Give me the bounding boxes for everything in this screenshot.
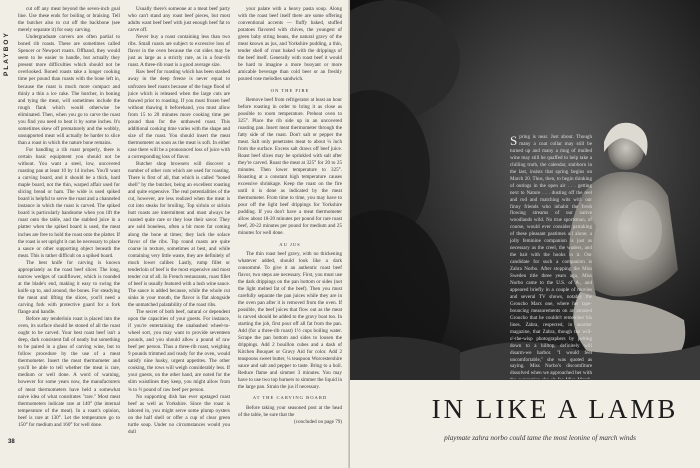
paragraph: Remove beef from refrigerator at least an hour before roasting in order to bring it as close as possible to room temperature. Preheat oven to 325°. Place the rib side up in an uncovered roasting pan. Insert meat thermometer through the fatty side of the roast. Don't salt or pepper the meat. Salt only penetrates meat to about ¼ inch from the surface. Excess salt draws off beef juice. Roast beef slices may be sprinkled with salt after they're carved. Roast the meat at 325° for 20 to 25 minutes. Then lower temperature to 325°. Roasting at a constant high temperature causes excessive shrinkage. Keep the roast on the fire until it is done as indicated by the meat thermometer. From time to time, you may have to pour off the light beef drippings for Yorkshire pudding. If you don't have a meat thermometer allow about 18-20 minutes per pound for rare roast beef, 20-22 minutes per pound for medium and 25 minutes for well done. [238, 96, 342, 237]
paragraph: The secret of both beef, natural or dependent upon the capacities of your guests. For instance, if you're entertaining the unabashed wheel-to-wheel sort, you may want to provide seventeen pounds, and you should allow a pound of raw beef per person. Thus a three-rib roast, weighing 9 pounds trimmed and ready for the oven, would satisfy nine husky, urgent appetites. The other cooking, the rows will weigh considerably less. If your guests, on the other hand, are noted for the slim waistlines they keep, you might allow from ¾ to ½ pound of raw beef per person. [128, 309, 230, 393]
caption-text [510, 134, 592, 379]
paragraph: Before any tenderloin roast is placed into the oven, its surface should be stoned of all the roast ought to be carved. Your best roast beef isn't a deep, dark consistent fall of neatly but something to be paired in a glass of carving wine, but to follow procedure by the use of a meat thermometer. Insert the meat thermometer and you'll be able to tell whether the meat is rare, medium or well done. A word of warning, however for some years now, the manufacturers of meat thermometers have held a somewhat naive idea of what constitutes "rare." Most meat thermometers indicate rare at 140° (the internal temperature of the meat). In a roast's opinion, beef is rare at 130°. Let the temperature go to 150° for medium and 160° for well done. [18, 316, 120, 428]
paragraph: your palate with a heavy pasta soup. Along with the roast beef itself there are some offering conventional accents — fluffy baked, stuffed potatoes flavored with chives, the youngest of green baby string beans, the natural gravy of the meat known as jus, and Yorkshire pudding, a thin, tender shell of crust baked with the drippings of the beef itself. Generally with roast beef it would be hard to imagine a more buoyant or more amicable beverage than cold beer or an freshly poured rose melodies sandwich. [238, 6, 342, 83]
paragraph: Usually there's someone at a meat beef party who can't stand any roast beef pieces, but most adults want beef beef with just enough beef fat to carve off. [128, 6, 230, 34]
subhead: AU JUS [279, 241, 301, 247]
page-number: 38 [8, 439, 15, 445]
text-column-2 [128, 6, 230, 446]
dek: playmate zahra norbo could tame the most leonine of march winds [444, 434, 636, 442]
drop-cap: S [510, 134, 518, 148]
paragraph: Before taking your seasoned post at the head of the table, be sure that the [238, 404, 342, 418]
paragraph: Raw beef for roasting which has been stashed away in the deep freeze is never equal to unfrozen beef roasts because of the huge flood of juice which is released when the large cuts are thawed prior to roasting. If you must frozen beef without thawing it beforehand, you must allow from 15 to 20 minutes more cooking time per pound than for the unthawed roast. This additional cooking time varies with the shape and size of the roast. You should insert the meat thermometer as soon as the meat is soft. In either case there will be a pronounced loss of juice with a corresponding loss of flavor. [128, 69, 230, 160]
paragraph: Butcher shop browsers will discover a number of other cuts which are used for roasting. There is first of all, that which is called "boned shell" by the butcher, being an excellent roasting and quite expensive. The real potentialities of the cut, however, are less realized when the meat is cut into steaks for broiling. Top sirloin or sirloin butt roasts are intermittent and must always be roasted quite rare or they lose their savor. They are sold boneless, often a bit more fat coming along the bone at times; they lack the solace flavor of the ribs. Top round roasts are quite coarse in texture, sometimes at best, and while containing very little waste, they are definitely of much lower caliber. Lastly, rump fillet or tenderloin of beef is the most expensive and most tender cut of all. In French restaurants, roast fillet of beef is usually featured with a lush wine sauce. The sauce is added because, while the whole cut sinks in your mouth, the flavor is flat alongside the unmatched palatability of the roast ribs. [128, 161, 230, 308]
running-head: PLAYBOY [3, 31, 10, 76]
paragraph: cut off any meat beyond the seven-inch goal line. Use these ends for boiling or braising. Tell the butcher also to cut off the backbone (see merely separate it) for easy carving. [18, 6, 120, 34]
paragraph: No supporting dish has ever upstaged roast beef as well as Yorkshire. Since the roast is labored in, you might serve some plump oysters on the half shell or offer a cup of clear green turtle soup. Under no circumstances would you dull [128, 393, 230, 435]
right-page [350, 0, 700, 468]
cover-photo [350, 0, 700, 380]
caption-body: pring is near. Just about. Though many a coat collar may still be turned up and many a mug of mulled wine may still be quaffed to help take a chilling truth, the calendar, stubborn in the last, insists that spring begins on March 20. Thus, then, to begin thinking of outings in the open air . . . getting next to Nature . . . dusting off the reel and rod and matching wits with our finny friends who inhabit the fresh flowing streams of our native woodlands wild. No true sportsman, of course, would ever consider partaking of these pleasant pastimes all alone; a jolly feminine companion is just as necessary as the creel, the waders, and the bait with the hooks in it. Our candidate for such a companion is Zahra Norbo. After stopping the Miss Sweden title three years ago, Miss Norbo came to the U.S. of A., and appeared briefly in a couple of movies and several TV shows, notably the Groucho Marx one, where her tape-bouncing measurements on an amused Groucho that he couldn't remember his lines. Zahra, respected, in another magazine, that Zahra, though the will-o'-the-wisp photographers by pelting down to a hilltop, definitely will disarm-we harbor. "I would feel uncomfortable," she was quoted as saying. Miss Norbo's discomfiture dissolved when we approached her with [510, 134, 592, 377]
text-column-1 [18, 6, 120, 446]
text-column-3 [238, 6, 342, 446]
paragraph: The thin roast beef gravy, with no thickening whatever added, should look like a dark consommé. To give it an authentic roast beef flavor, two steps are necessary. First, you must use the dark drippings on the pan bottom or sides (not the light melted fat of the beef). Then you must carefully separate the pan juices while they are in the oven pan after it is removed from the oven. If possible, the beef juices that flow out as the meat is carved should be added to the gravy boat too. In starting the job, first pour off all fat from the pan. Add (for a three-rib roast) 1½ cups boiling water. Scrape the pan bottom and sides to loosen the drippings. Add 2 bouillon cubes and a dash of Kitchen Bouquet or Gravy Aid for color. Add 2 teaspoons sweet butter, ¼ teaspoon Worcestershire sauce and salt and pepper to taste. Bring to a boil. Reduce flame and simmer 3 minutes. You may have to use two top burners to simmer the liquid in the large pan. Strain the jus if necessary. [238, 250, 342, 391]
paragraph: The best knife for carving is known appropriately as the roast beef slicer. The long, narrow wedges of cauliflower, which is rounded at the blade's end, making it easy to swing the knife up to, and around, the bones. For steadying the meat and lifting the slices, you'll need a carving fork with protective guard for a fork flange and handle. [18, 259, 120, 316]
paragraph: Undergraduate carvers are often partial to boned rib roasts. These are sometimes called Spencer or Newport roasts. Offhand, they would seem to be easier to handle, but actually they present more difficulties which should not be overlooked. Boned roasts take a longer cooking time per pound than roasts with the bone left in, because the roast is much more compact and thinly a thin a ice cake. The butcher, in boning and tying the meat, will sometimes include the rough flank which would otherwise be eliminated. Then, when you go to carve the roast you find you need to beat it by some inches. It's sometimes skew off prematurely and the wobbly, unsupported meat will actually be harder to slice than a roast in which the nature bone remains. [18, 34, 120, 146]
paragraph: For handling a rib roast properly, there is certain basic equipment you should not be without. You want a steel, low, uncovered roasting pan at least 10 by 14 inches. You'll want a carving board, and it should be a thick, hard maple board, not the thin, warped affair used for slicing bread or ham. The wide is used spiked board is helpful to serve the roast and a channeled instance in which the roast is carved. The spiked board is particularly handsome when you lift the roast onto the table, and the stabbed juice in a platter when the spiked board is used, the meat inches are free to hold the roast onto the platter. If the roast is set upright it can be necessary to place a sauce or other supporting object beneath the meat. This is rather difficult on a spiked board. [18, 146, 120, 259]
caption-paragraph [510, 134, 592, 379]
subhead: AT THE CARVING BOARD [252, 395, 328, 401]
subhead: ON THE FIRE [270, 87, 310, 93]
paragraph: Never buy a roast containing less than two ribs. Small roasts are subject to excessive loss of flavor in the oven because the cut sides may be just as large as a strictly rare, as in a four-rib roast. A three-rib roast is a good average size. [128, 34, 230, 69]
continuation-note: (concluded on page 79) [294, 418, 342, 425]
headline: IN LIKE A LAMB [431, 394, 679, 424]
